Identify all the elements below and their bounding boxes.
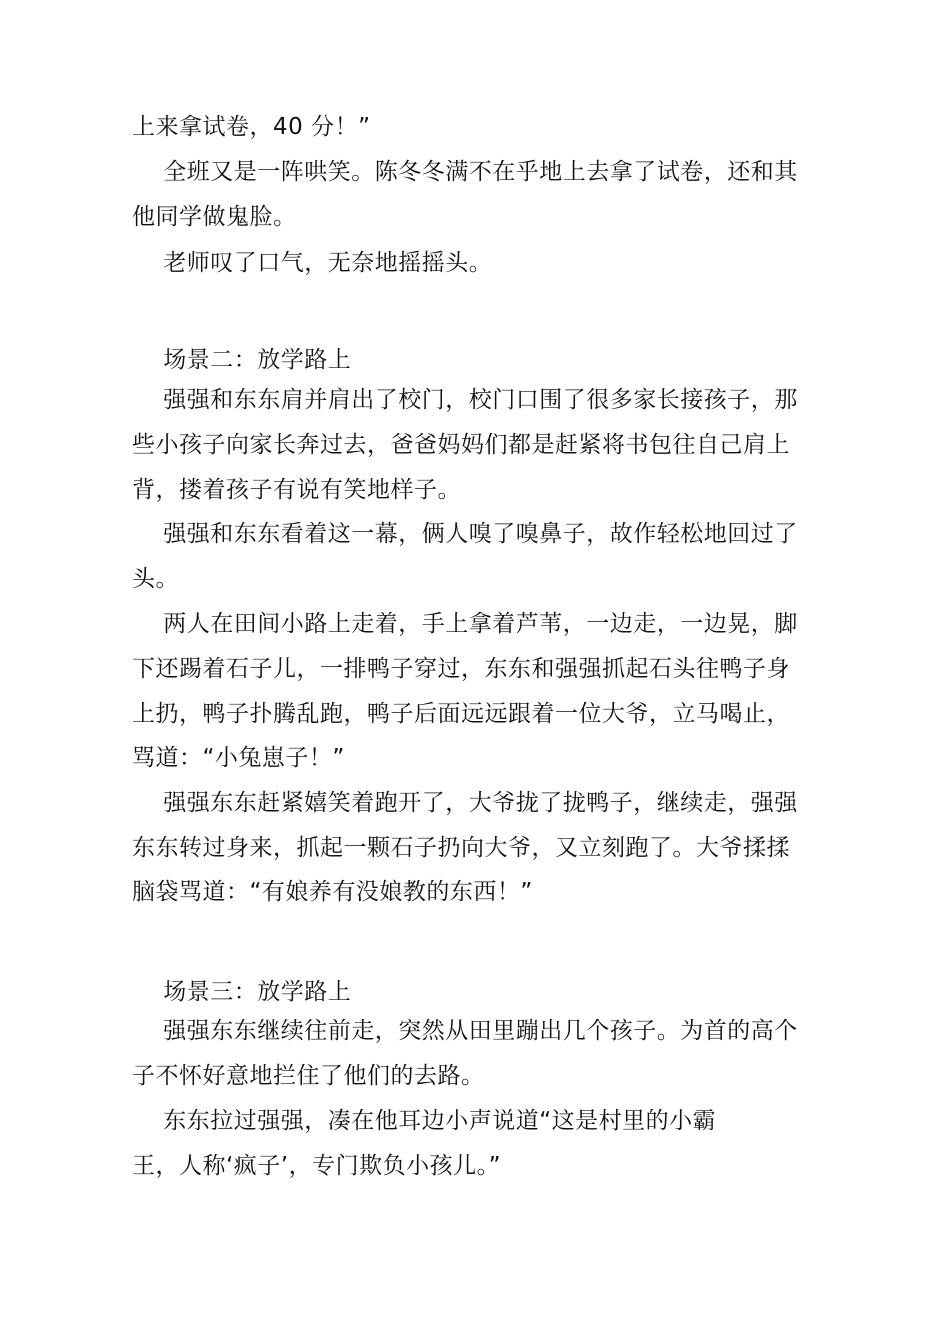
text-line: 强强和东东看着这一幕，俩人嗅了嗅鼻子，故作轻松地回过了 bbox=[132, 521, 798, 547]
text-line: 背，搂着孩子有说有笑地样子。 bbox=[132, 477, 461, 503]
text-line: 下还踢着石子儿，一排鸭子穿过，东东和强强抓起石头往鸭子身 bbox=[132, 656, 790, 682]
text-line: 强强东东赶紧嬉笑着跑开了，大爷拢了拢鸭子，继续走，强强 bbox=[132, 790, 798, 816]
text-line: 骂道：“小兔崽子！” bbox=[132, 745, 345, 771]
text-line: 上来拿试卷，40 分！” bbox=[132, 114, 371, 140]
text-line: 全班又是一阵哄笑。陈冬冬满不在乎地上去拿了试卷，还和其 bbox=[132, 159, 798, 185]
scene-heading: 场景三：放学路上 bbox=[132, 979, 352, 1005]
text-line: 些小孩子向家长奔过去，爸爸妈妈们都是赶紧将书包往自己肩上 bbox=[132, 432, 790, 458]
text-line: 老师叹了口气，无奈地摇摇头。 bbox=[132, 250, 493, 276]
text-line: 他同学做鬼脸。 bbox=[132, 204, 297, 230]
text-line: 两人在田间小路上走着，手上拿着芦苇，一边走，一边晃，脚 bbox=[132, 611, 798, 637]
text-line: 王，人称‘疯子’，专门欺负小孩儿。” bbox=[132, 1153, 502, 1179]
scene-heading: 场景二：放学路上 bbox=[132, 347, 352, 373]
text-line: 东东转过身来，抓起一颗石子扔向大爷，又立刻跑了。大爷揉揉 bbox=[132, 835, 790, 861]
text-line: 头。 bbox=[132, 566, 179, 592]
text-line: 脑袋骂道：“有娘养有没娘教的东西！” bbox=[132, 879, 533, 905]
text-line: 子不怀好意地拦住了他们的去路。 bbox=[132, 1063, 485, 1089]
text-line: 强强和东东肩并肩出了校门，校门口围了很多家长接孩子，那 bbox=[132, 387, 798, 413]
text-line: 上扔，鸭子扑腾乱跑，鸭子后面远远跟着一位大爷，立马喝止， bbox=[132, 701, 790, 727]
text-line: 强强东东继续往前走，突然从田里蹦出几个孩子。为首的高个 bbox=[132, 1018, 798, 1044]
text-line: 东东拉过强强，凑在他耳边小声说道“这是村里的小霸 bbox=[132, 1108, 717, 1134]
